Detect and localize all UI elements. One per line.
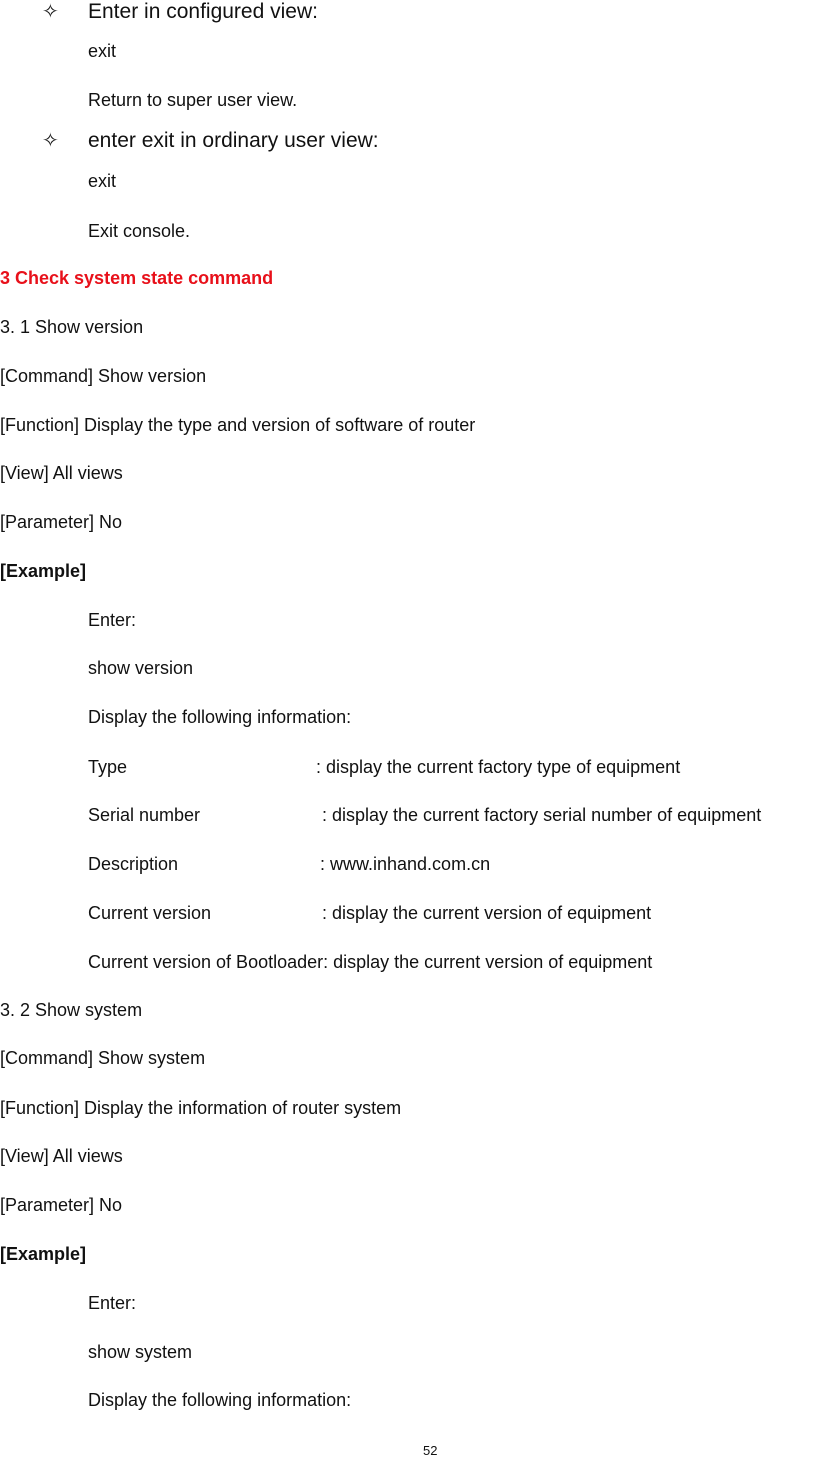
field-value: : display the current factory serial number of equipment: [322, 805, 762, 825]
bullet-heading: enter exit in ordinary user view:: [88, 129, 379, 152]
command-text: exit: [88, 41, 117, 61]
display-label: Display the following information:: [88, 707, 352, 727]
function-line: [Function] Display the type and version of software of router: [0, 415, 476, 435]
parameter-line: [Parameter] No: [0, 1195, 123, 1215]
field-name: Current version: [88, 903, 212, 923]
diamond-star-icon: ✧: [42, 130, 59, 152]
description-text: Exit console.: [88, 221, 191, 241]
enter-label: Enter:: [88, 610, 137, 630]
field-name: Description: [88, 854, 179, 874]
subsection-title: 3. 1 Show version: [0, 317, 144, 337]
bullet-heading: Enter in configured view:: [88, 0, 318, 23]
command-line: [Command] Show version: [0, 366, 207, 386]
view-line: [View] All views: [0, 1146, 123, 1166]
field-row-bootloader: [88, 951, 652, 973]
parameter-line: [Parameter] No: [0, 512, 123, 532]
description-text: Return to super user view.: [88, 90, 298, 110]
view-line: [View] All views: [0, 463, 123, 483]
field-value: : display the current version of equipment: [323, 952, 653, 972]
field-name: Serial number: [88, 805, 201, 825]
field-name: Type: [88, 757, 128, 777]
subsection-title: 3. 2 Show system: [0, 1000, 143, 1020]
display-label: Display the following information:: [88, 1390, 352, 1410]
example-label: [Example]: [0, 561, 87, 581]
field-value: : www.inhand.com.cn: [320, 854, 491, 874]
diamond-star-icon: ✧: [42, 1, 59, 23]
enter-label: Enter:: [88, 1293, 137, 1313]
command-text: exit: [88, 171, 117, 191]
command-input: show system: [88, 1342, 193, 1362]
example-label: [Example]: [0, 1244, 87, 1264]
function-line: [Function] Display the information of router system: [0, 1098, 402, 1118]
field-name: Current version of Bootloader: [88, 952, 324, 972]
field-value: : display the current version of equipment: [322, 903, 652, 923]
section-title: 3 Check system state command: [0, 268, 274, 288]
command-line: [Command] Show system: [0, 1048, 206, 1068]
command-input: show version: [88, 658, 194, 678]
page-number: 52: [423, 1443, 438, 1458]
field-value: : display the current factory type of equipment: [316, 757, 681, 777]
